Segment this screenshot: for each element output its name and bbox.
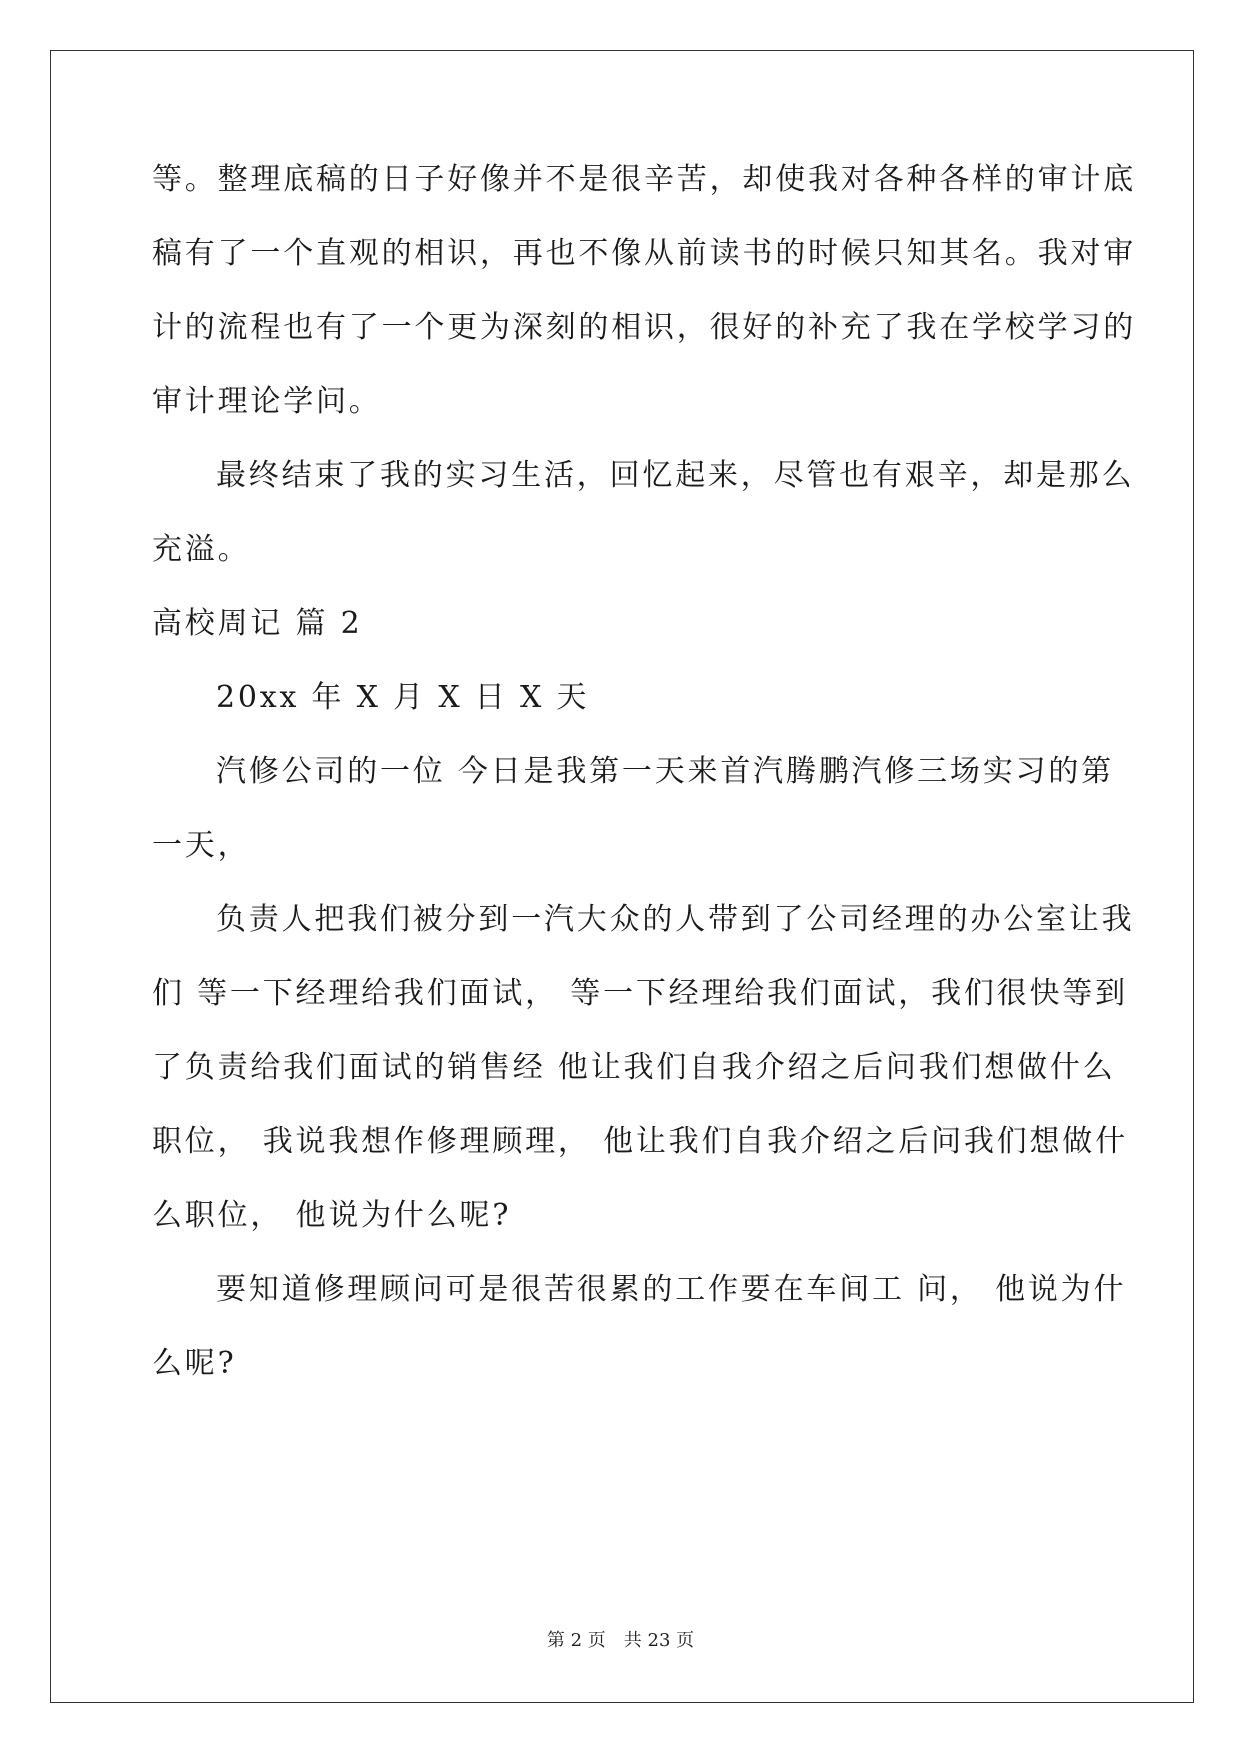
page-number: 第 2 页	[546, 1630, 606, 1651]
page-total: 共 23 页	[623, 1630, 695, 1651]
text-line: 充溢。	[152, 532, 251, 567]
text-line: 计的流程也有了一个更为深刻的相识，很好的补充了我在学校学习的	[152, 310, 1136, 345]
text-line: 么呢?	[152, 1346, 237, 1381]
text-line: 要知道修理顾问可是很苦很累的工作要在车间工 问， 他说为什	[216, 1272, 1127, 1307]
text-line: 职位， 我说我想作修理顾理， 他让我们自我介绍之后问我们想做什	[152, 1124, 1128, 1159]
text-line: 负责人把我们被分到一汽大众的人带到了公司经理的办公室让我	[216, 902, 1135, 937]
text-line: 们 等一下经理给我们面试， 等一下经理给我们面试，我们很快等到	[152, 976, 1128, 1011]
text-line: 最终结束了我的实习生活，回忆起来，尽管也有艰辛，却是那么	[216, 458, 1135, 493]
section-heading: 高校周记 篇 2	[152, 606, 363, 641]
text-line: 么职位， 他说为什么呢?	[152, 1198, 512, 1233]
page-border	[50, 50, 1194, 1703]
text-line: 审计理论学问。	[152, 384, 382, 419]
text-line: 一天，	[152, 828, 251, 863]
text-line: 汽修公司的一位 今日是我第一天来首汽腾鹏汽修三场实习的第	[216, 754, 1114, 789]
text-line: 了负责给我们面试的销售经 他让我们自我介绍之后问我们想做什么	[152, 1050, 1116, 1085]
text-line: 稿有了一个直观的相识，再也不像从前读书的时候只知其名。我对审	[152, 236, 1136, 271]
text-line: 等。整理底稿的日子好像并不是很辛苦，却使我对各种各样的审计底	[152, 162, 1136, 197]
date-line: 20xx 年 X 月 X 日 X 天	[216, 680, 590, 715]
page-footer	[0, 1626, 1241, 1652]
